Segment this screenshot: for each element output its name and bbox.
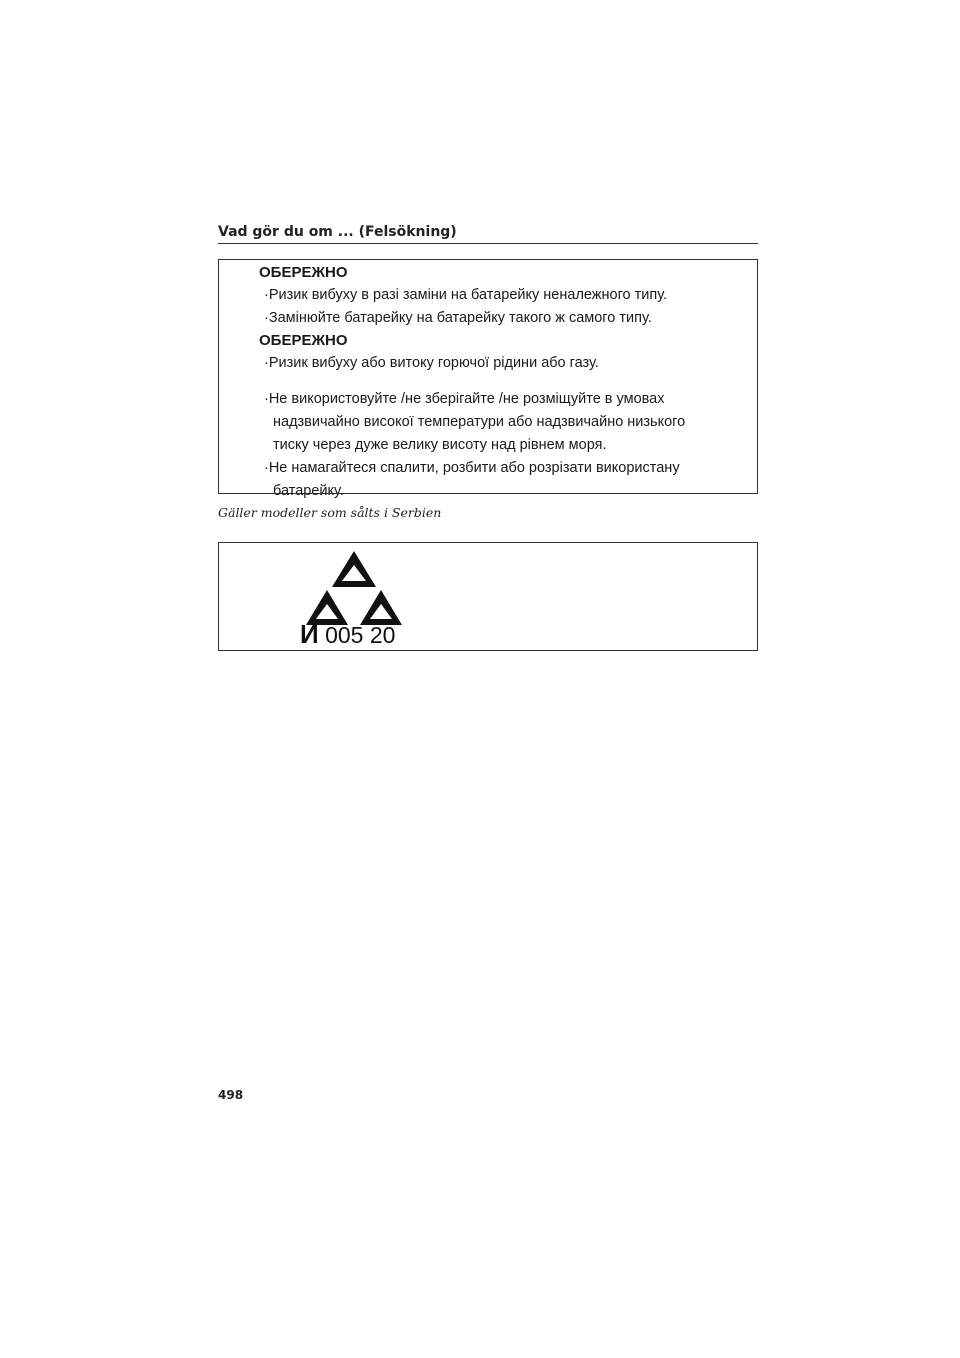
warning-title-1: ОБЕРЕЖНО (259, 264, 348, 281)
header-divider (218, 243, 758, 244)
warning-title-2: ОБЕРЕЖНО (259, 332, 348, 349)
serbian-conformity-triangle-icon (299, 547, 409, 625)
section-header: Vad gör du om ... (Felsökning) (218, 224, 457, 240)
warning-bullet: ·Не намагайтеся спалити, розбити або розрізати використану батарейку. (264, 460, 680, 499)
warning-box (218, 259, 758, 499)
conformity-number: 005 20 (325, 622, 396, 648)
warning-bullet: ·Замінюйте батарейку на батарейку такого ж самого типу. (264, 310, 652, 326)
conformity-mark-box (218, 542, 758, 651)
page-number: 498 (218, 1088, 244, 1102)
warning-bullet: ·Не використовуйте /не зберігайте /не розміщуйте в умовах надзвичайно високої температури або надзвичайно низького тиску через дуже велику висоту над рівнем моря. (264, 391, 686, 453)
warning-bullet: ·Ризик вибуху в разі заміни на батарейку неналежного типу. (264, 287, 668, 303)
conformity-code (300, 621, 395, 648)
conformity-letter: И (300, 619, 319, 649)
warning-bullet: ·Ризик вибуху або витоку горючої рідини або газу. (264, 355, 599, 371)
applicability-note: Gäller modeller som sålts i Serbien (218, 505, 442, 520)
warning-content (259, 262, 749, 503)
